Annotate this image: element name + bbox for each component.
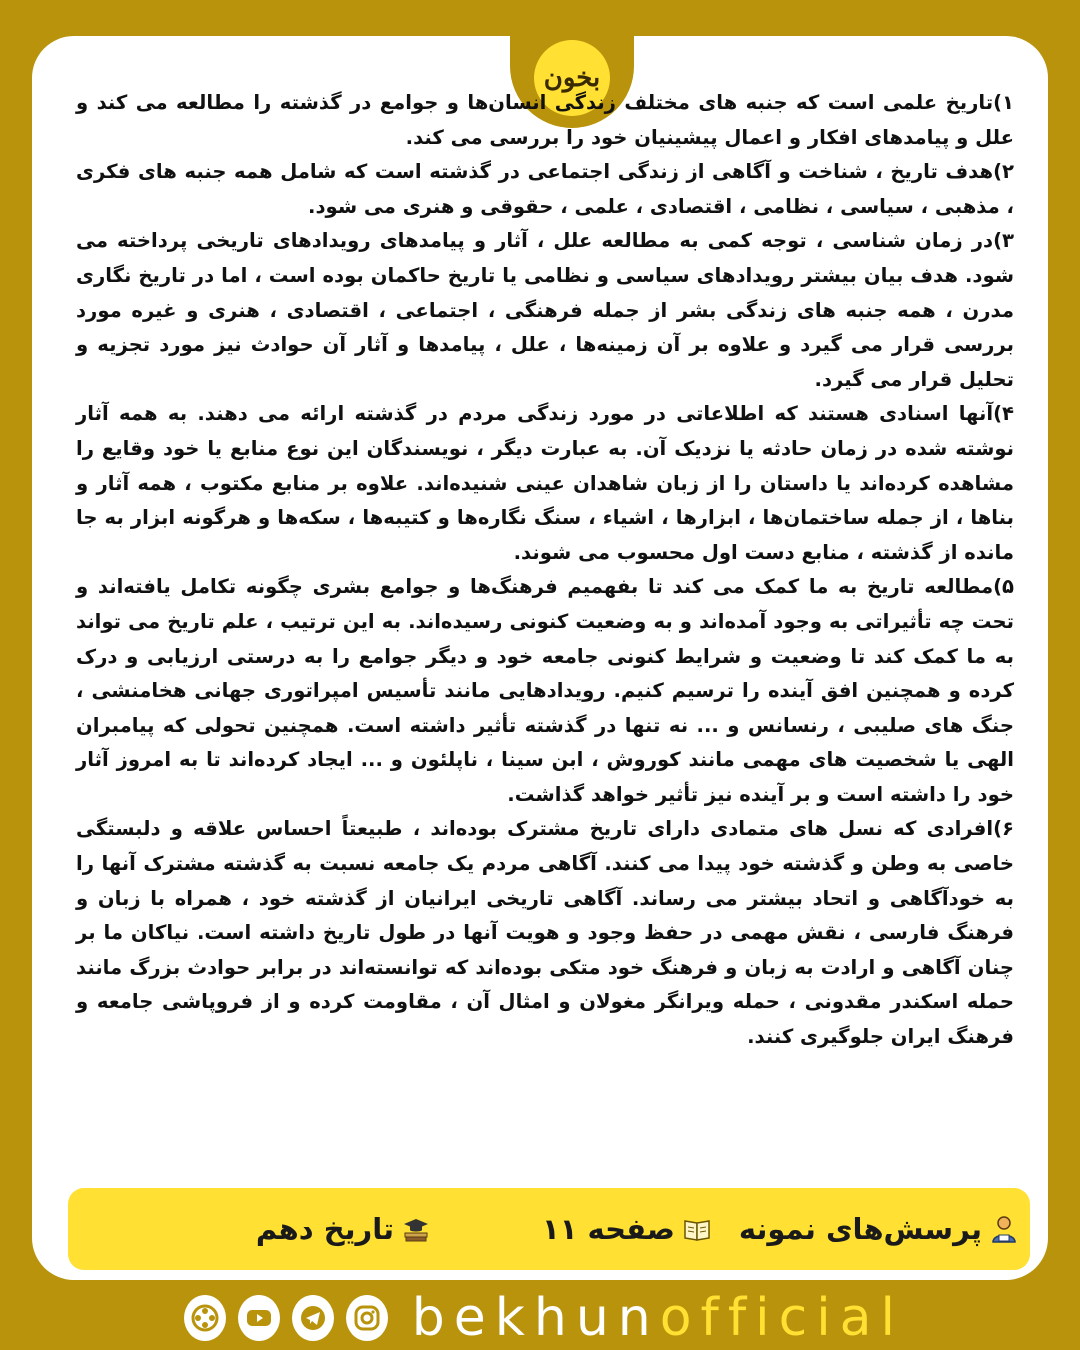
- footer-social: [184, 1286, 904, 1350]
- banner-type-label: پرسش‌های نمونه: [738, 1212, 982, 1246]
- aparat-link[interactable]: [184, 1295, 226, 1341]
- banner-page: [542, 1212, 711, 1246]
- banner-type: [739, 1212, 1018, 1246]
- answer-paragraph-4: ۴)آنها اسنادی هستند که اطلاعاتی در مورد زندگی مردم در گذشته ارائه می دهند. به همه آثار نوشته شده در زمان حادثه یا نزدیک آن. به عبارت دیگر ، نویسندگان این نوع منابع یا خود وقایع را مشاهده کرده‌اند یا داستان را از زبان شاهدان عینی شنیده‌اند. علاوه بر منابع مکتوب ، همه آثار و بناها ، از جمله ساختمان‌ها ، ابزارها ، اشیاء ، سنگ نگاره‌ها و کتیبه‌ها ، سکه‌ها و هرگونه ابزار به جا مانده از گذشته ، منابع دست اول محسوب می شوند.: [76, 402, 1014, 564]
- youtube-icon: [244, 1303, 274, 1333]
- answer-paragraph-6: ۶)افرادی که نسل های متمادی دارای تاریخ مشترک بوده‌اند ، طبیعتاً احساس علاقه و دلبستگی خاصی به وطن و گذشته خود پیدا می کنند. آگاهی مردم یک جامعه نسبت به گذشته مشترک آنها را به خودآگاهی و اتحاد بیشتر می رساند. آگاهی تاریخی ایرانیان از گذشته خود ، همراه با زبان و فرهنگ فارسی ، نقش مهمی در حفظ وجود و هویت آنها در طول تاریخ داشته است. نیاکان ما بر چنان آگاهی و ارادت به زبان و فرهنگ خود متکی بوده‌اند که توانسته‌اند در برابر حوادث بزرگ مانند حمله اسکندر مقدونی ، حمله ویرانگر مغولان و امثال آن ، مقاومت کرده و از فروپاشی جامعه و فرهنگ ایران جلوگیری کنند.: [76, 817, 1014, 1049]
- answer-paragraph-1: ۱)تاریخ علمی است که جنبه های مختلف زندگی انسان‌ها و جوامع در گذشته را مطالعه می کند و علل و پیامدهای افکار و اعمال پیشینیان خود را بررسی می کند.: [76, 91, 1014, 149]
- banner-subject: [256, 1212, 430, 1246]
- instagram-link[interactable]: [346, 1295, 388, 1341]
- instagram-icon: [352, 1303, 382, 1333]
- banner-subject-label: تاریخ دهم: [255, 1212, 394, 1246]
- youtube-link[interactable]: [238, 1295, 280, 1341]
- open-book-icon: [683, 1215, 711, 1243]
- brand-handle[interactable]: [412, 1286, 904, 1350]
- info-banner: [68, 1188, 1030, 1270]
- graduation-cap-icon: [402, 1215, 430, 1243]
- answer-paragraph-2: ۲)هدف تاریخ ، شناخت و آگاهی از زندگی اجتماعی در گذشته است که شامل همه جنبه های فکری ، مذهبی ، سیاسی ، نظامی ، اقتصادی ، علمی ، حقوقی و هنری می شود.: [76, 160, 1014, 218]
- telegram-link[interactable]: [292, 1295, 334, 1341]
- bekhun-logo[interactable]: بخون: [534, 40, 610, 116]
- student-icon: [990, 1215, 1018, 1243]
- answers-text: [76, 86, 1014, 1055]
- brand-part-2: official: [659, 1288, 904, 1348]
- banner-page-label: صفحه ۱۱: [542, 1212, 675, 1246]
- telegram-icon: [298, 1303, 328, 1333]
- aparat-icon: [190, 1303, 220, 1333]
- answer-paragraph-3: ۳)در زمان شناسی ، توجه کمی به مطالعه علل ، آثار و پیامدهای رویدادهای تاریخی پرداخته می شود. هدف بیان بیشتر رویدادهای سیاسی و نظامی یا تاریخ حاکمان بوده است ، اما در تاریخ نگاری مدرن ، همه جنبه های زندگی بشر از جمله فرهنگی ، اجتماعی ، اقتصادی ، هنری و غیره مورد بررسی قرار می گیرد و علاوه بر آن زمینه‌ها ، علل ، پیامدها و آثار آن حوادث نیز مورد تجزیه و تحلیل قرار می گیرد.: [76, 229, 1014, 391]
- brand-part-1: bekhun: [411, 1288, 660, 1348]
- answer-paragraph-5: ۵)مطالعه تاریخ به ما کمک می کند تا بفهمیم فرهنگ‌ها و جوامع بشری چگونه تکامل یافته‌اند و تحت چه تأثیراتی به وجود آمده‌اند و به وضعیت کنونی رسیده‌اند. به این ترتیب ، علم تاریخ می تواند به ما کمک کند تا وضعیت و شرایط کنونی جامعه خود و دیگر جوامع را به درستی ارزیابی و درک کرده و همچنین افق آینده را ترسیم کنیم. رویدادهایی مانند تأسیس امپراتوری جهانی هخامنشی ، جنگ های صلیبی ، رنسانس و ... نه تنها در گذشته تأثیر داشته است. همچنین تحولی که پیامبران الهی یا شخصیت های مهمی مانند کوروش ، ابن سینا ، ناپلئون و ... ایجاد کرده‌اند تا به امروز آثار خود را داشته است و بر آینده نیز تأثیر خواهد گذاشت.: [76, 575, 1014, 806]
